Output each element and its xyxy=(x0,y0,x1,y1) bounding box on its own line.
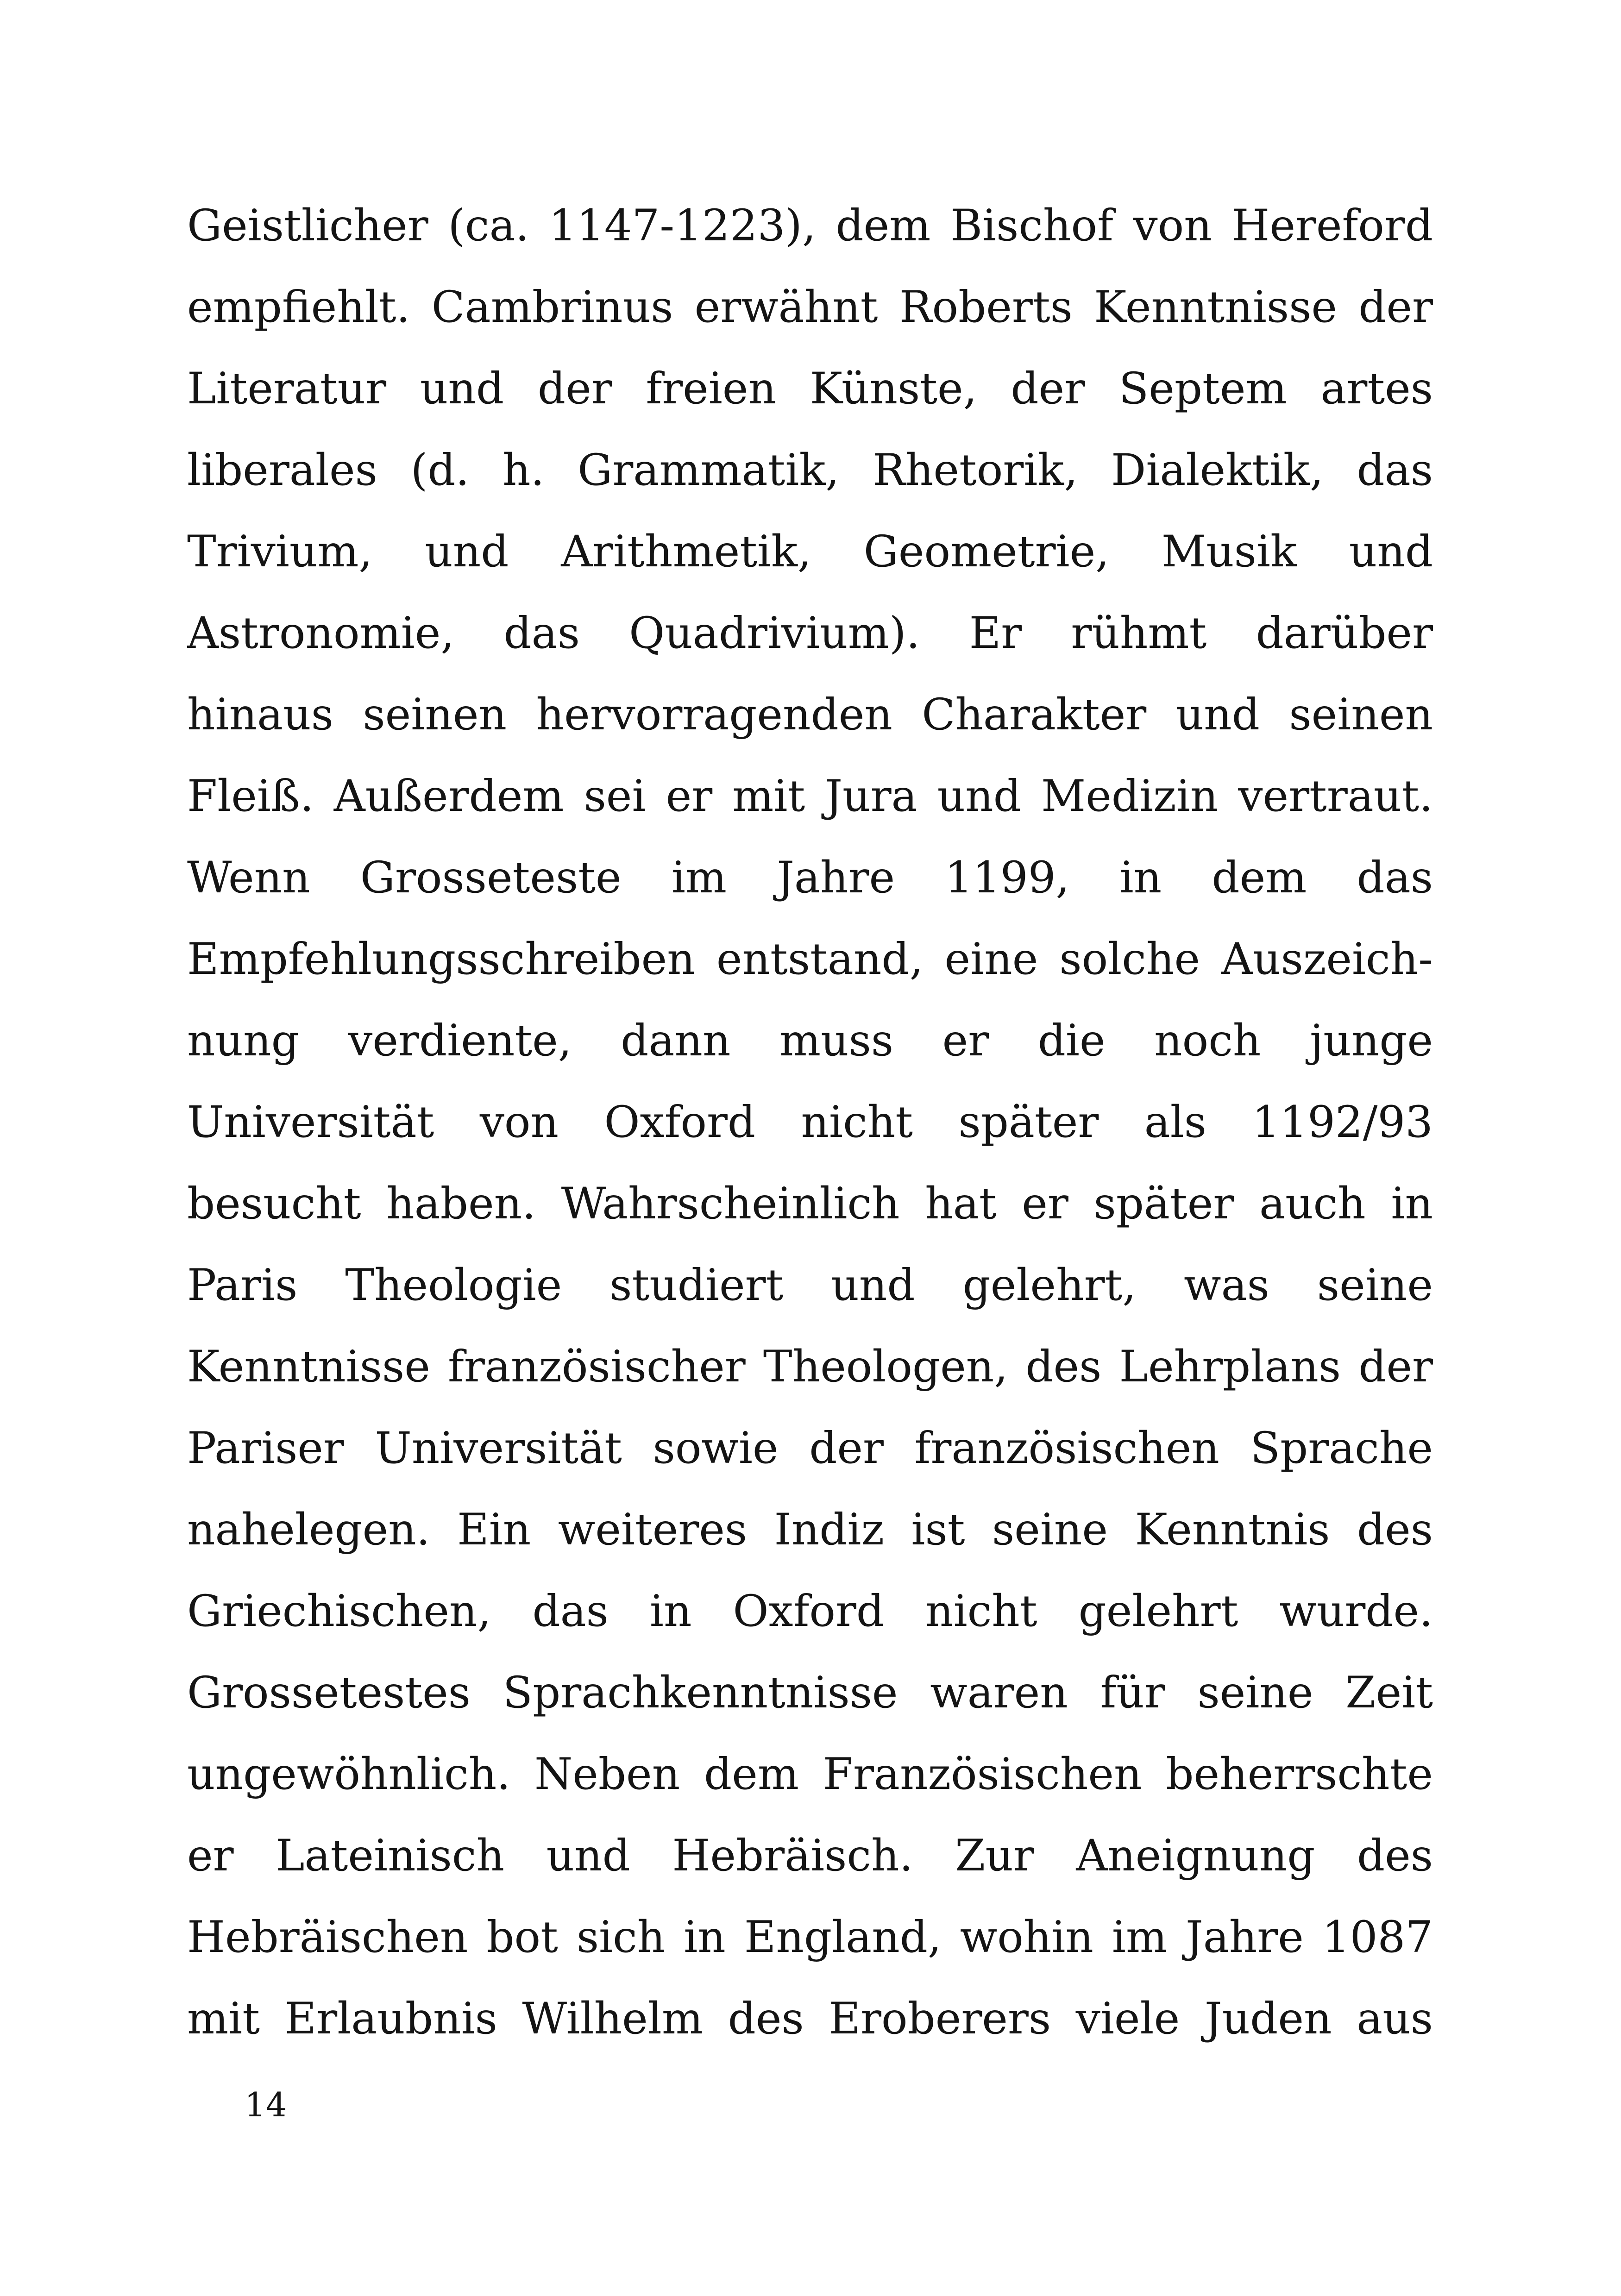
page-number: 14 xyxy=(245,2085,287,2124)
text-line-1: Geistlicher (ca. 1147-1223), dem Bischof von Hereford xyxy=(187,201,1433,251)
text-line-3: Literatur und der freien Künste, der Septem artes xyxy=(187,364,1433,414)
text-line-10: Empfehlungsschreiben entstand, eine solche Auszeich- xyxy=(187,934,1433,985)
text-line-12: Universität von Oxford nicht später als 1192/93 xyxy=(187,1097,1433,1148)
text-line-8: Fleiß. Außerdem sei er mit Jura und Medizin vertraut. xyxy=(187,771,1433,822)
text-line-2: empfiehlt. Cambrinus erwähnt Roberts Kenntnisse der xyxy=(187,282,1433,332)
text-line-14: Paris Theologie studiert und gelehrt, was seine xyxy=(187,1260,1433,1311)
text-line-6: Astronomie, das Quadrivium). Er rühmt darüber xyxy=(187,608,1433,659)
text-line-13: besucht haben. Wahrscheinlich hat er später auch in xyxy=(187,1179,1433,1229)
text-line-22: Hebräischen bot sich in England, wohin im Jahre 1087 xyxy=(187,1912,1433,1963)
text-line-9: Wenn Grosseteste im Jahre 1199, in dem das xyxy=(187,853,1433,903)
text-line-19: Grossetestes Sprachkenntnisse waren für seine Zeit xyxy=(187,1668,1433,1718)
text-line-20: ungewöhnlich. Neben dem Französischen beherrschte xyxy=(187,1749,1433,1800)
text-line-16: Pariser Universität sowie der französischen Sprache xyxy=(187,1423,1433,1474)
text-line-17: nahelegen. Ein weiteres Indiz ist seine Kenntnis des xyxy=(187,1505,1433,1555)
text-line-11: nung verdiente, dann muss er die noch junge xyxy=(187,1016,1433,1066)
text-line-23: mit Erlaubnis Wilhelm des Eroberers viele Juden aus xyxy=(187,1994,1433,2044)
text-line-5: Trivium, und Arithmetik, Geometrie, Musik und xyxy=(187,527,1433,577)
text-line-4: liberales (d. h. Grammatik, Rhetorik, Dialektik, das xyxy=(187,445,1433,496)
text-line-18: Griechischen, das in Oxford nicht gelehrt wurde. xyxy=(187,1586,1433,1637)
text-line-21: er Lateinisch und Hebräisch. Zur Aneignung des xyxy=(187,1831,1433,1881)
body-text xyxy=(187,185,1433,2060)
text-line-7: hinaus seinen hervorragenden Charakter und seinen xyxy=(187,690,1433,740)
text-line-15: Kenntnisse französischer Theologen, des Lehrplans der xyxy=(187,1342,1433,1392)
